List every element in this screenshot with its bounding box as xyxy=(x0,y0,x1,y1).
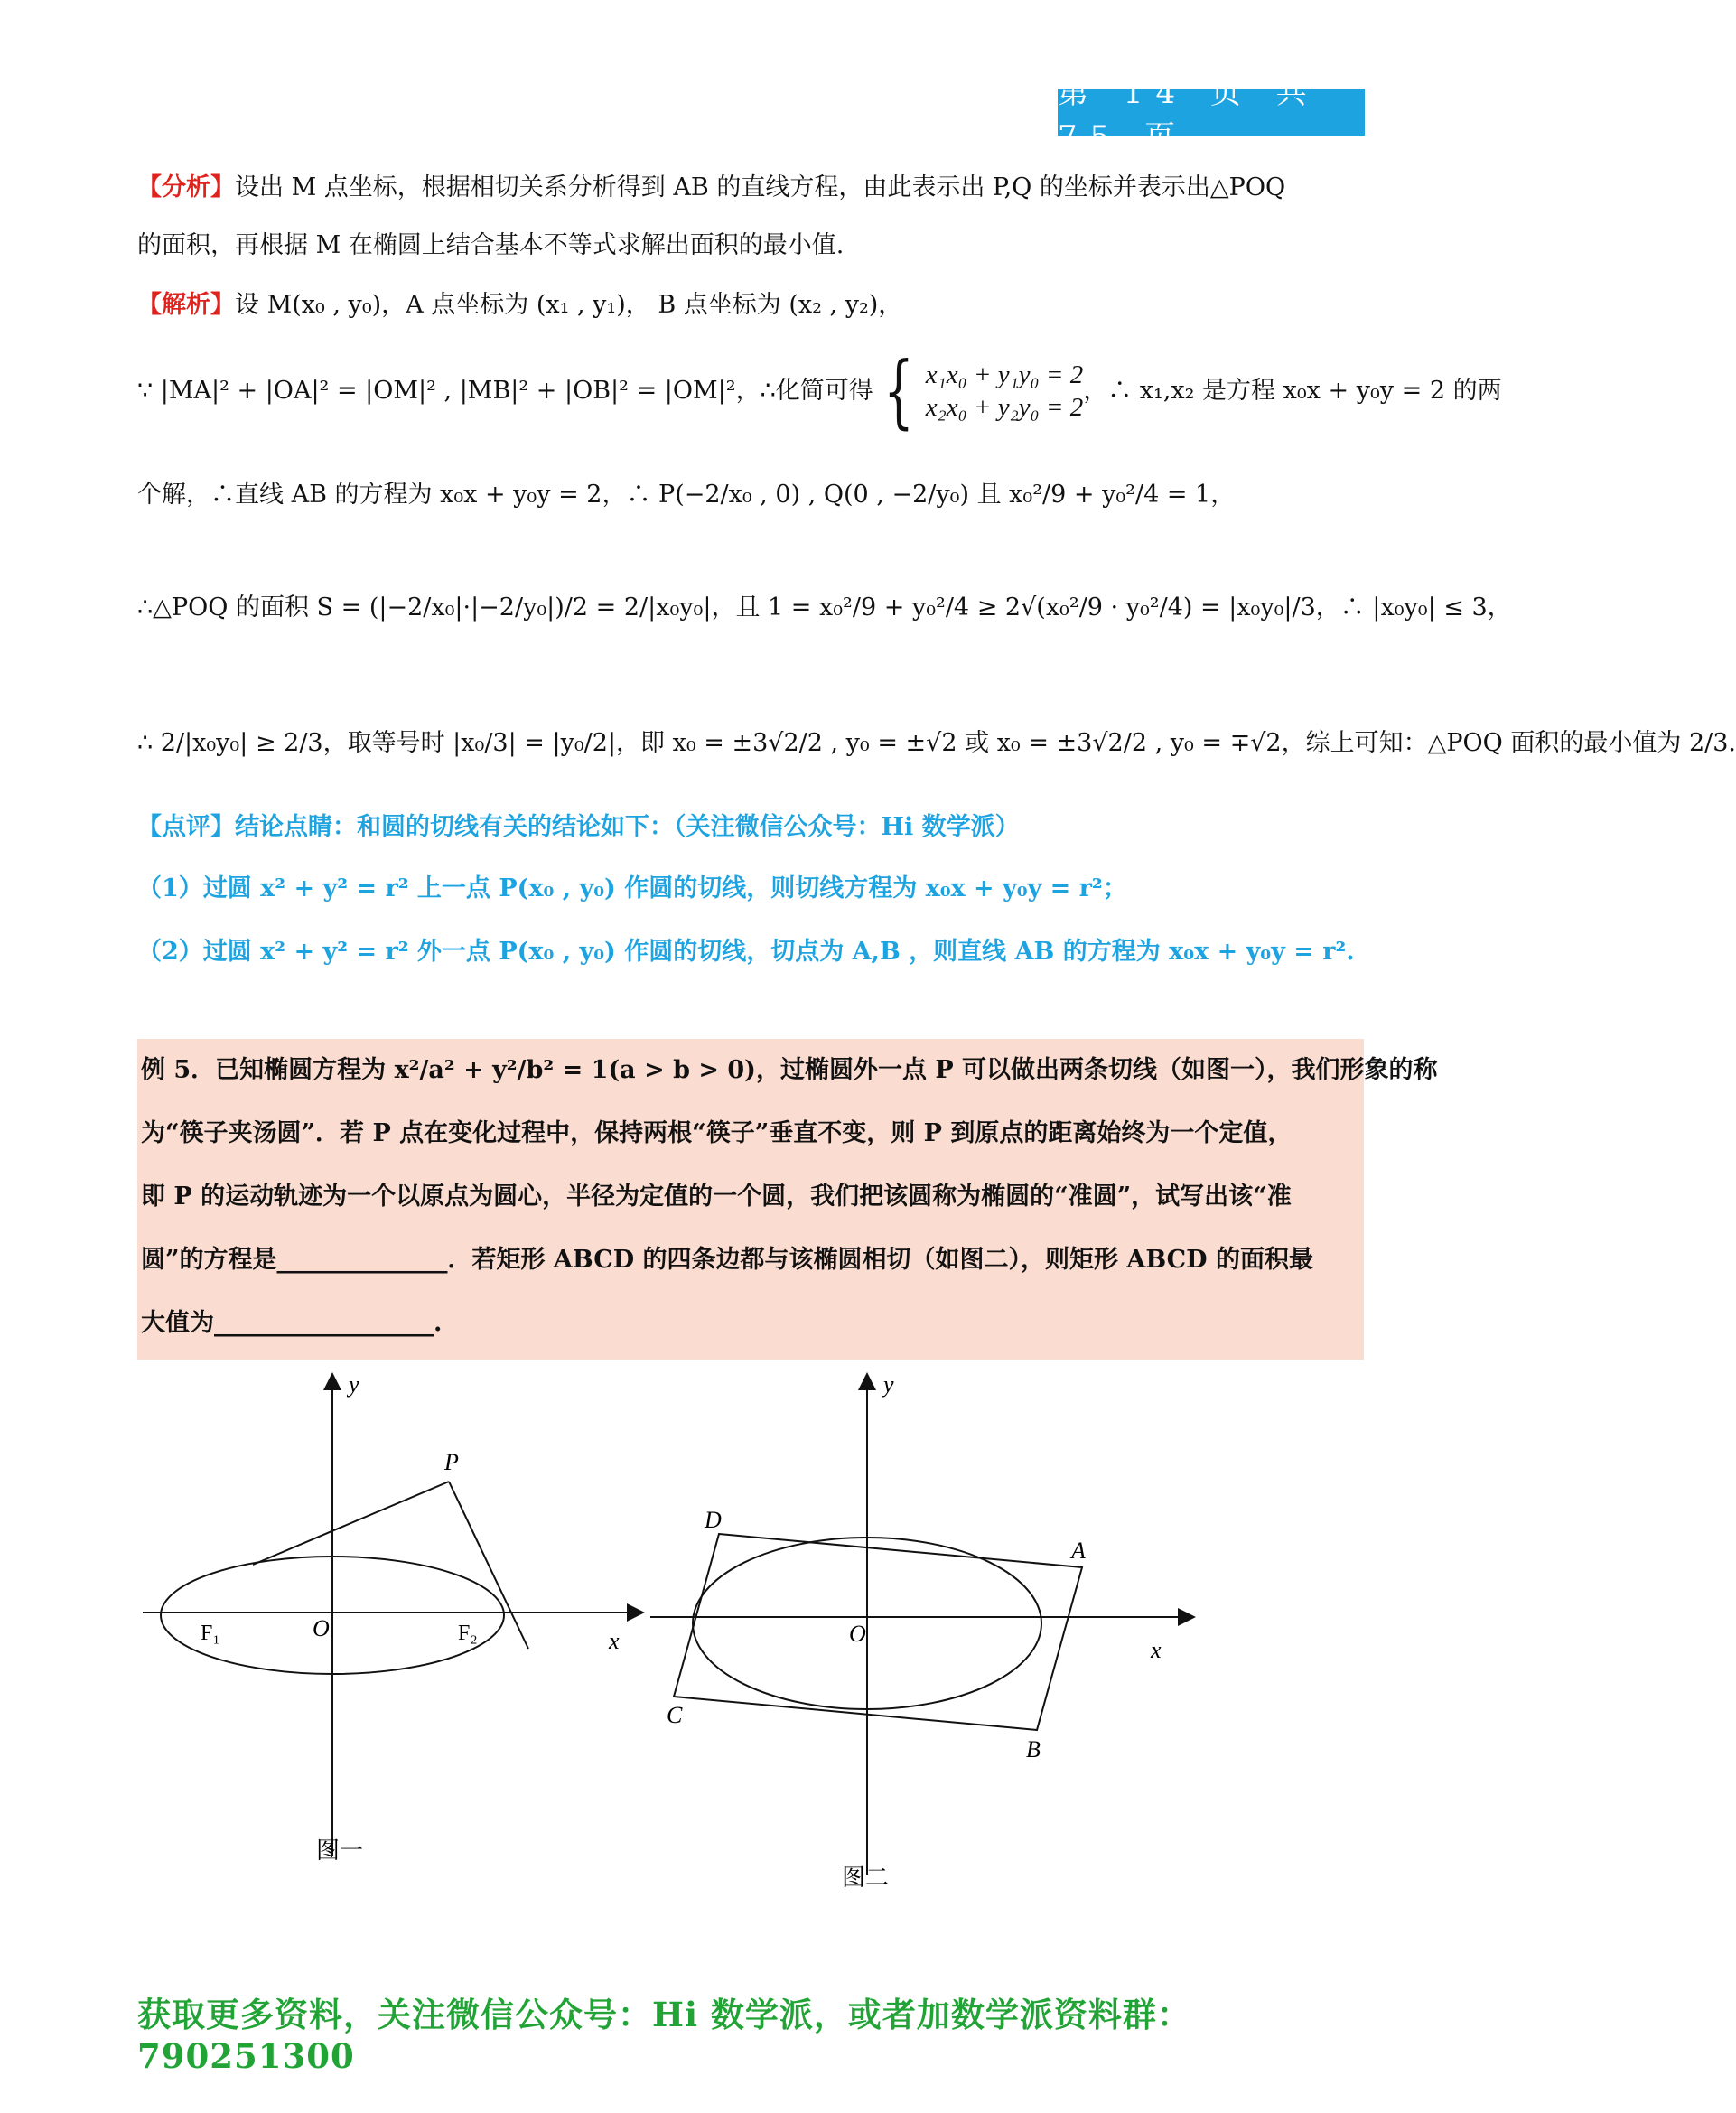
comment-line-3: （2）过圆 x² + y² = r² 外一点 P(x₀ , y₀) 作圆的切线，切点为 A,B ，则直线 AB 的方程为 x₀x + y₀y = r². xyxy=(137,938,1355,966)
example-line-2: 为“筷子夹汤圆”．若 P 点在变化过程中，保持两根“筷子”垂直不变，则 P 到原点的距离始终为一个定值， xyxy=(141,1119,1293,1147)
fig2-caption: 图二 xyxy=(842,1865,890,1891)
comment-tag: 【点评】 xyxy=(137,813,235,841)
solution-text-2b: ，∴ x₁,x₂ 是方程 x₀x + y₀y = 2 的两 xyxy=(1083,377,1502,405)
fig1-caption: 图一 xyxy=(316,1837,364,1864)
fig1-label-x: x xyxy=(609,1628,620,1654)
solution-line-1 xyxy=(137,289,1364,322)
fig2-label-C: C xyxy=(667,1702,683,1728)
example-5-block xyxy=(137,1039,1438,1360)
fig1-label-O: O xyxy=(313,1615,330,1641)
fig2-label-y: y xyxy=(883,1371,894,1398)
solution-line-4: ∴△POQ 的面积 S = (|−2/x₀|·|−2/y₀|)/2 = 2/|x₀y₀|，且 1 = x₀²/9 + y₀²/4 ≥ 2√(x₀²/9 · y₀²/4) = |x₀y₀|/3，∴ |x₀y₀| ≤ 3， xyxy=(137,594,1512,622)
fig2-label-O: O xyxy=(849,1621,866,1647)
example-line-4: 圆”的方程是______________．若矩形 ABCD 的四条边都与该椭圆相切（如图二），则矩形 ABCD 的面积最 xyxy=(141,1246,1313,1274)
comment-line-1 xyxy=(137,811,1364,844)
solution-content xyxy=(137,172,1736,966)
solution-line-3: 个解，∴直线 AB 的方程为 x₀x + y₀y = 2，∴ P(−2/x₀ , 0) , Q(0 , −2/y₀) 且 x₀²/9 + y₀²/4 = 1， xyxy=(137,481,1236,509)
fig1-label-F1: F₁ xyxy=(201,1622,220,1645)
analysis-line-1 xyxy=(137,172,1364,204)
analysis-text-1: 设出 M 点坐标，根据相切关系分析得到 AB 的直线方程，由此表示出 P,Q 的坐标并表示出△POQ xyxy=(235,173,1286,201)
fig2-label-D: D xyxy=(705,1507,722,1533)
fig2-label-x: x xyxy=(1151,1637,1162,1663)
comment-line-2: （1）过圆 x² + y² = r² 上一点 P(x₀ , y₀) 作圆的切线，则切线方程为 x₀x + y₀y = r²； xyxy=(137,874,1127,902)
page-number-badge: 第 14 页 共 75 页 xyxy=(1058,89,1365,136)
example-line-5: 大值为__________________. xyxy=(141,1309,443,1337)
solution-line-5: ∴ 2/|x₀y₀| ≥ 2/3，取等号时 |x₀/3| = |y₀/2|，即 x₀ = ±3√2/2 , y₀ = ±√2 或 x₀ = ±3√2/2 , y₀ = ∓√2，综上可知：△POQ 面积的最小值为 2/3. xyxy=(137,729,1736,757)
fig1-label-F2: F₂ xyxy=(458,1622,478,1645)
footer-promo: 获取更多资料，关注微信公众号：Hi 数学派，或者加数学派资料群：790251300 xyxy=(137,1995,1191,2076)
solution-line-2 xyxy=(137,344,1502,437)
figure-1-tangent-lines xyxy=(135,1369,650,1875)
fig2-rectangle-ABCD xyxy=(674,1534,1082,1730)
comment-text-1: 结论点睛：和圆的切线有关的结论如下：（关注微信公众号：Hi 数学派） xyxy=(235,813,1020,841)
example-line-3: 即 P 的运动轨迹为一个以原点为圆心，半径为定值的一个圆，我们把该圆称为椭圆的“准圆”，试写出该“准 xyxy=(141,1183,1292,1211)
equation-system-1: { x₁x₀ + y₁y₀ = 2 x₂x₀ + y₂y₀ = 2 xyxy=(882,344,1084,437)
fig1-label-P: P xyxy=(444,1449,459,1475)
system-row-2: x₂x₀ + y₂y₀ = 2 xyxy=(925,393,1084,422)
solution-text-2a: ∵ |MA|² + |OA|² = |OM|² , |MB|² + |OB|² = |OM|²，∴化简可得 xyxy=(137,377,873,405)
solution-text-1: 设 M(x₀ , y₀)，A 点坐标为 (x₁ , y₁)， B 点坐标为 (x₂ , y₂)， xyxy=(235,291,903,319)
solution-tag: 【解析】 xyxy=(137,291,235,319)
fig1-tangent-1 xyxy=(253,1482,449,1565)
system-row-1: x₁x₀ + y₁y₀ = 2 xyxy=(925,360,1084,389)
analysis-line-2: 的面积，再根据 M 在椭圆上结合基本不等式求解出面积的最小值. xyxy=(137,231,845,259)
fig2-label-B: B xyxy=(1026,1736,1041,1762)
example-line-1: 例 5．已知椭圆方程为 x²/a² + y²/b² = 1(a > b > 0)，过椭圆外一点 P 可以做出两条切线（如图一），我们形象的称 xyxy=(141,1056,1438,1084)
figure-2-tangent-rectangle xyxy=(641,1369,1201,1893)
analysis-tag: 【分析】 xyxy=(137,173,235,201)
fig2-label-A: A xyxy=(1071,1538,1086,1564)
fig1-label-y: y xyxy=(349,1371,359,1398)
